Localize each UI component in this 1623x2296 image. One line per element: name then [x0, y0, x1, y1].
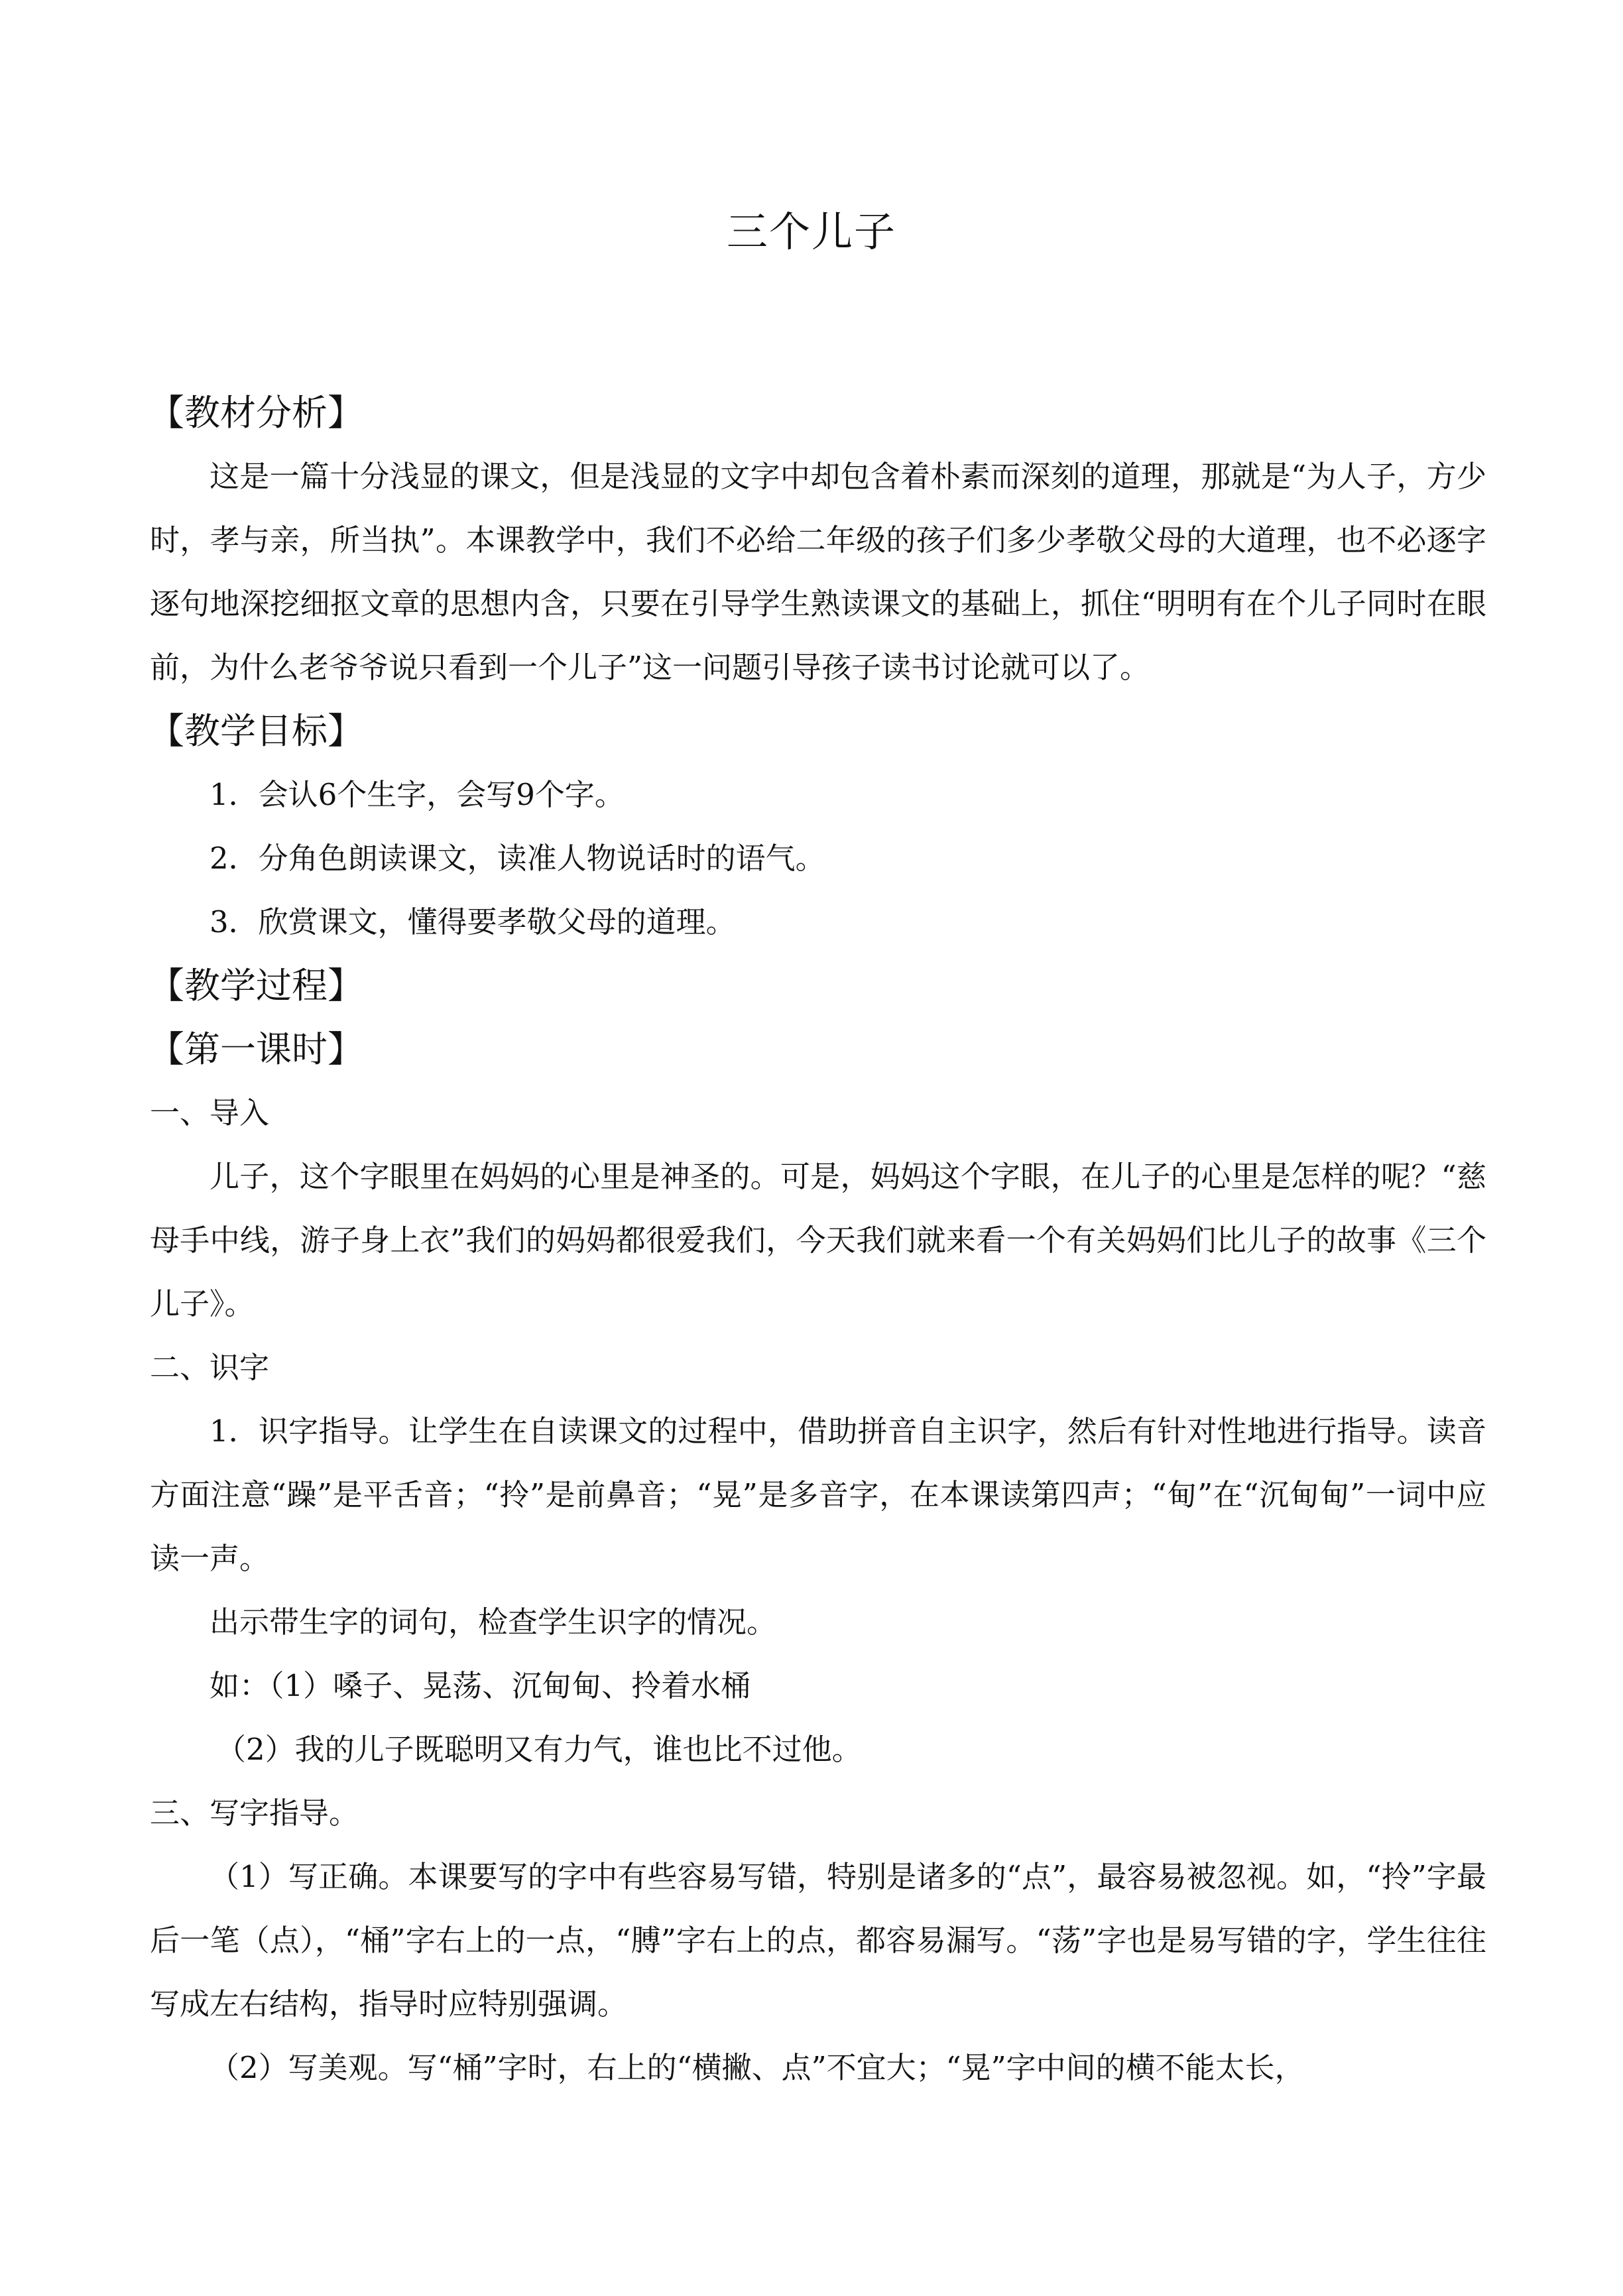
page-title: 三个儿子: [726, 208, 896, 256]
paragraph-analysis: 这是一篇十分浅显的课文，但是浅显的文字中却包含着朴素而深刻的道理，那就是“为人子，方少时，孝与亲，所当执”。本课教学中，我们不必给二年级的孩子们多少孝敬父母的大道理，也不必逐字逐句地深挖细抠文章的思想内含，只要在引导学生熟读课文的基础上，抓住“明明有在个儿子同时在眼前，为什么老爷爷说只看到一个儿子”这一问题引导孩子读书讨论就可以了。: [150, 459, 1486, 685]
paragraph-literacy: 1．识字指导。让学生在自读课文的过程中，借助拼音自主识字，然后有针对性地进行指导。读音方面注意“躁”是平舌音；“拎”是前鼻音；“晃”是多音字，在本课读第四声；“甸”在“沉甸甸”一词中应读一声。: [150, 1414, 1486, 1576]
example-line-1: 如：（1）嗓子、晃荡、沉甸甸、拎着水桶: [210, 1668, 751, 1703]
subheading-writing: 三、写字指导。: [150, 1795, 359, 1831]
section-heading-goals: 【教学目标】: [149, 710, 363, 752]
document-body: [150, 381, 1486, 2100]
paragraph-writing-2: （2）写美观。写“桶”字时，右上的“横撇、点”不宜大；“晃”字中间的横不能太长，: [210, 2050, 1305, 2085]
goal-item: 1．会认6个生字，会写9个字。: [210, 777, 625, 812]
literacy-check-line: 出示带生字的词句，检查学生识字的情况。: [210, 1604, 777, 1640]
section-heading-analysis: 【教材分析】: [149, 392, 363, 434]
subheading-intro: 一、导入: [150, 1095, 270, 1130]
section-heading-lesson-1: 【第一课时】: [149, 1028, 363, 1070]
goal-item: 2．分角色朗读课文，读准人物说话时的语气。: [210, 841, 825, 876]
paragraph-intro: 儿子，这个字眼里在妈妈的心里是神圣的。可是，妈妈这个字眼，在儿子的心里是怎样的呢？“慈母手中线，游子身上衣”我们的妈妈都很爱我们，今天我们就来看一个有关妈妈们比儿子的故事《三个儿子》。: [150, 1159, 1486, 1321]
paragraph-writing-1: （1）写正确。本课要写的字中有些容易写错，特别是诸多的“点”，最容易被忽视。如，“拎”字最后一笔（点），“桶”字右上的一点，“膊”字右上的点，都容易漏写。“荡”字也是易写错的字，学生往往写成左右结构，指导时应特别强调。: [150, 1859, 1486, 2022]
example-line-2: （2）我的儿子既聪明又有力气，谁也比不过他。: [216, 1732, 862, 1767]
goal-item: 3．欣赏课文，懂得要孝敬父母的道理。: [210, 904, 736, 939]
section-heading-process: 【教学过程】: [149, 965, 363, 1006]
subheading-literacy: 二、识字: [150, 1350, 270, 1385]
